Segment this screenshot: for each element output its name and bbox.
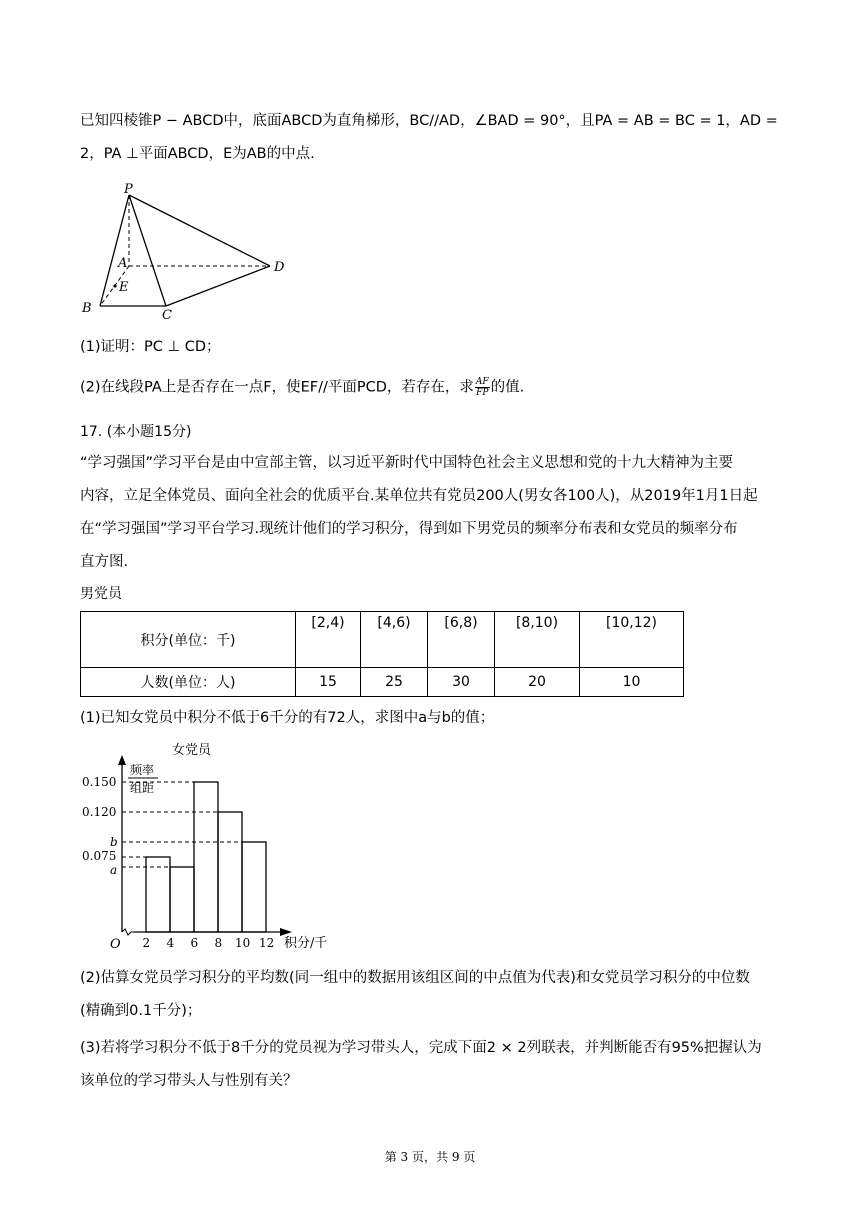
table-cell: 25	[361, 668, 428, 697]
table-cell: [8,10)	[495, 612, 580, 668]
problem16-line1: 已知四棱锥P − ABCD中，底面ABCD为直角梯形，BC//AD，∠BAD = 90°，且PA = AB = BC = 1，AD =	[80, 113, 778, 129]
x-axis-break	[122, 929, 134, 935]
table-cell: 10	[580, 668, 684, 697]
y-tick-label: 0.120	[82, 805, 117, 819]
table-cell: [10,12)	[580, 612, 684, 668]
origin-label: O	[110, 937, 121, 952]
histogram-bar	[146, 857, 170, 932]
q2-suffix: 的值.	[490, 379, 525, 396]
point-e	[113, 284, 116, 287]
x-tick-label: 6	[190, 936, 199, 950]
histogram-bar	[242, 842, 266, 932]
male-label: 男党员	[80, 586, 122, 602]
problem17-q3-line2: 该单位的学习带头人与性别有关？	[80, 1073, 298, 1089]
male-frequency-table	[80, 611, 684, 697]
female-histogram	[80, 735, 360, 955]
label-p: P	[124, 182, 133, 197]
problem17-q1: (1)已知女党员中积分不低于6千分的有72人，求图中a与b的值；	[80, 710, 495, 726]
x-tick-label: 10	[235, 936, 251, 950]
problem17-para-line4: 直方图.	[80, 554, 129, 570]
histogram-bar	[170, 867, 194, 932]
label-a: A	[118, 256, 128, 271]
page-footer: 第 3 页，共 9 页	[384, 1150, 476, 1164]
y-tick-label: 0.075	[82, 849, 117, 863]
table-header-count: 人数(单位：人)	[81, 668, 296, 697]
x-tick-label: 8	[214, 936, 223, 950]
x-axis-arrow	[280, 928, 292, 936]
x-tick-label: 12	[259, 936, 275, 950]
frac-den: FP	[476, 388, 489, 398]
histogram-bar	[218, 812, 242, 932]
pyramid-figure	[78, 180, 298, 320]
problem17-q2-line2: (精确到0.1千分)；	[80, 1003, 202, 1019]
table-cell: [6,8)	[428, 612, 495, 668]
histogram-bar	[194, 782, 218, 932]
problem16-q1: (1)证明：PC ⊥ CD；	[80, 339, 221, 355]
y-label-numerator: 频率	[130, 763, 155, 777]
fraction-af-fp	[475, 377, 490, 398]
x-tick-label: 4	[166, 936, 175, 950]
y-axis-arrow	[118, 755, 126, 765]
frac-num: AF	[475, 377, 489, 387]
y-tick-label: b	[110, 835, 118, 849]
y-tick-label: 0.150	[82, 775, 117, 789]
problem17-para-line3: 在“学习强国”学习平台学习.现统计他们的学习积分，得到如下男党员的频率分布表和女党员的频率分布	[80, 521, 738, 537]
table-cell: 30	[428, 668, 495, 697]
table-cell: [4,6)	[361, 612, 428, 668]
table-cell: [2,4)	[296, 612, 361, 668]
x-axis-label: 积分/千	[284, 936, 328, 951]
chart-title: 女党员	[172, 743, 212, 758]
label-d: D	[274, 260, 285, 275]
problem17-para-line2: 内容，立足全体党员、面向全社会的优质平台.某单位共有党员200人(男女各100人)，从2019年1月1日起	[80, 488, 758, 504]
table-header-score: 积分(单位：千)	[81, 612, 296, 668]
problem17-q3-line1: (3)若将学习积分不低于8千分的党员视为学习带头人，完成下面2 × 2列联表，并判断能否有95%把握认为	[80, 1040, 762, 1056]
table-row-counts	[81, 668, 684, 697]
table-cell: 20	[495, 668, 580, 697]
problem17-heading: 17. (本小题15分)	[80, 424, 192, 440]
y-tick-label: a	[110, 863, 118, 877]
table-row-intervals	[81, 612, 684, 668]
label-c: C	[162, 308, 172, 320]
x-tick-label: 2	[142, 936, 151, 950]
q2-prefix: (2)在线段PA上是否存在一点F，使EF//平面PCD，若存在，求	[80, 379, 474, 396]
label-b: B	[82, 301, 92, 316]
table-cell: 15	[296, 668, 361, 697]
label-e: E	[119, 280, 129, 295]
problem16-line2: 2，PA ⊥平面ABCD，E为AB的中点.	[80, 146, 315, 162]
problem17-para-line1: “学习强国”学习平台是由中宣部主管，以习近平新时代中国特色社会主义思想和党的十九大精神为主要	[80, 455, 734, 471]
y-label-denominator: 组距	[130, 781, 155, 795]
problem17-q2-line1: (2)估算女党员学习积分的平均数(同一组中的数据用该组区间的中点值为代表)和女党员学习积分的中位数	[80, 970, 750, 986]
problem16-q2	[80, 377, 524, 398]
